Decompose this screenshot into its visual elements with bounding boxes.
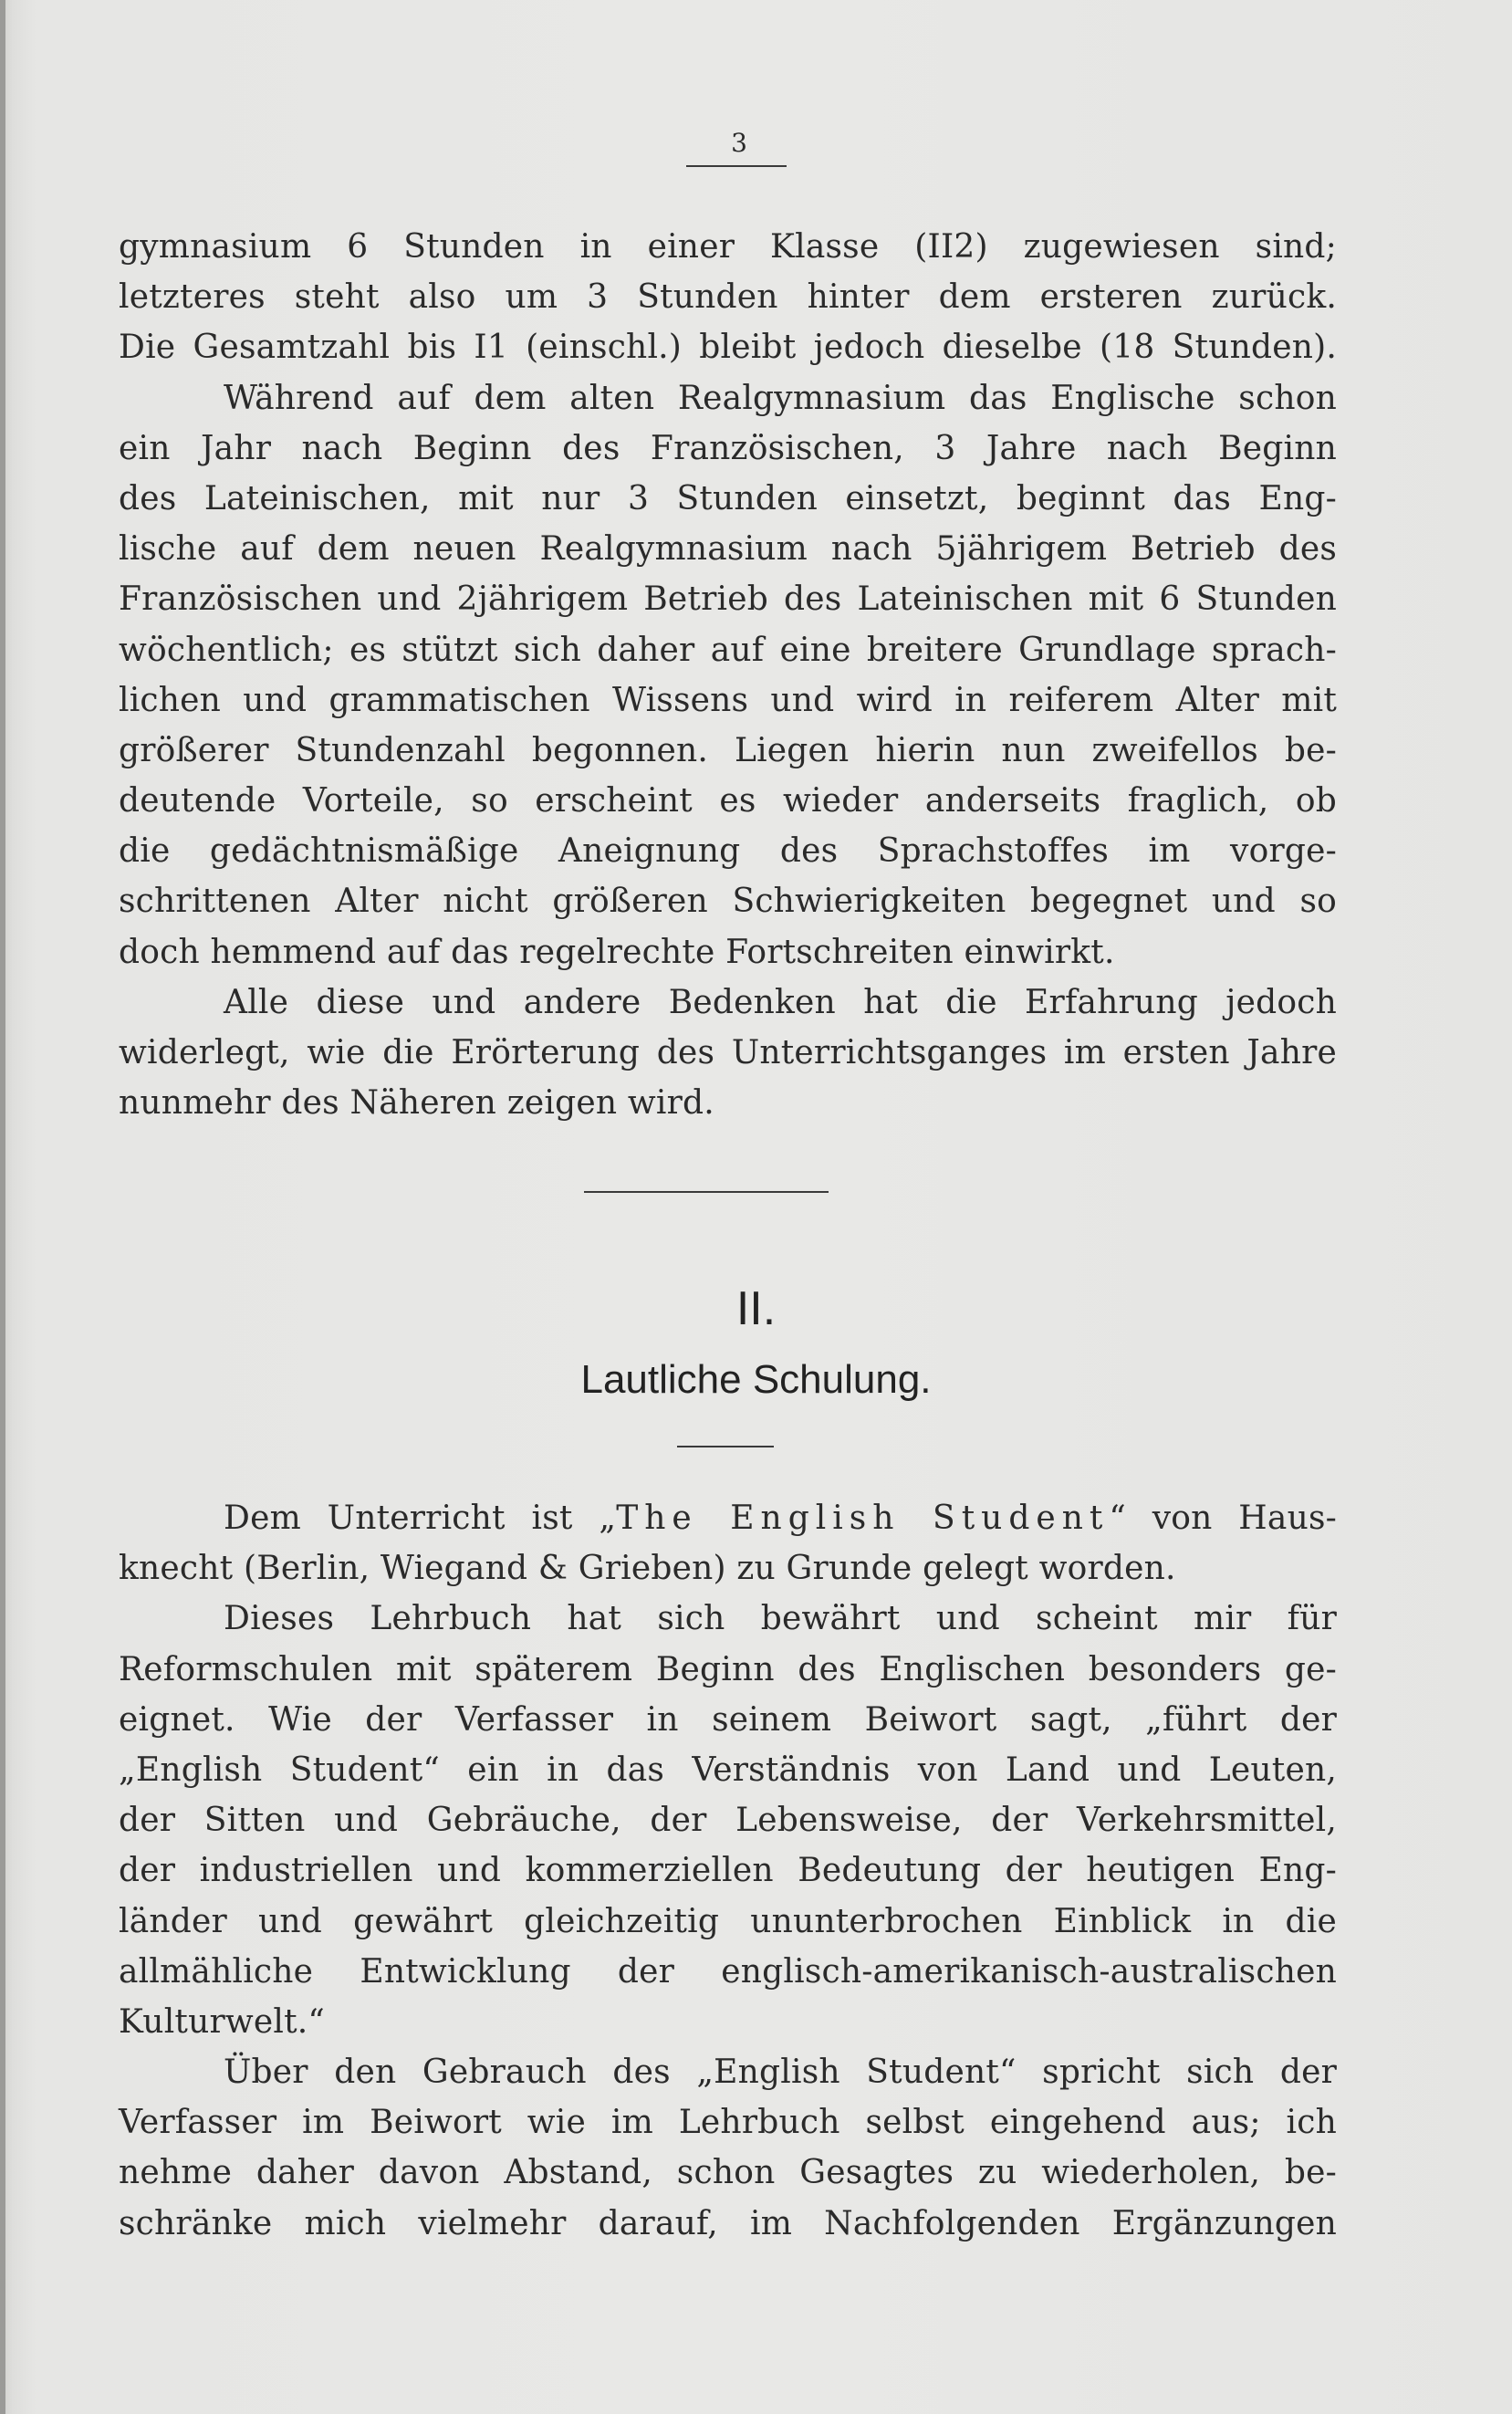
text-line: länder und gewährt gleichzeitig ununterbrochen Einblick in die: [119, 1902, 1337, 1940]
page-number: 3: [731, 128, 747, 158]
text-line: Kulturwelt.“: [119, 2002, 326, 2041]
text-line: des Lateinischen, mit nur 3 Stunden einsetzt, beginnt das Eng-: [119, 479, 1337, 517]
text-line: knecht (Berlin, Wiegand & Grieben) zu Grunde gelegt worden.: [119, 1550, 1176, 1588]
text-line: Reformschulen mit späterem Beginn des Englischen besonders ge-: [119, 1650, 1337, 1688]
title-rule: [677, 1446, 774, 1447]
text-line: Dieses Lehrbuch hat sich bewährt und scheint mir für: [224, 1600, 1337, 1638]
text-line: lichen und grammatischen Wissens und wird in reiferem Alter mit: [119, 681, 1337, 719]
text-line: schrittenen Alter nicht größeren Schwierigkeiten begegnet und so: [119, 883, 1337, 921]
text-line: Französischen und 2jährigem Betrieb des Lateinischen mit 6 Stunden: [119, 580, 1337, 619]
text-line: nehme daher davon Abstand, schon Gesagtes zu wiederholen, be-: [119, 2154, 1337, 2192]
text-line: schränke mich vielmehr darauf, im Nachfolgenden Ergänzungen: [119, 2204, 1337, 2242]
text-line: widerlegt, wie die Erörterung des Unterrichtsganges im ersten Jahre: [119, 1034, 1337, 1071]
text-line: der industriellen und kommerziellen Bedeutung der heutigen Eng-: [119, 1852, 1337, 1890]
text-line: der Sitten und Gebräuche, der Lebensweise, der Verkehrsmittel,: [119, 1802, 1337, 1840]
text-line: größerer Stundenzahl begonnen. Liegen hierin nun zweifellos be-: [119, 731, 1337, 769]
book-title: The English Student: [616, 1500, 1110, 1537]
text-line: deutende Vorteile, so erscheint es wieder anderseits fraglich, ob: [119, 782, 1337, 820]
text-line: gymnasium 6 Stunden in einer Klasse (II2) zugewiesen sind;: [119, 228, 1337, 266]
intro-text: [119, 222, 1337, 1128]
text-line: „English Student“ ein in das Verständnis von Land und Leuten,: [119, 1750, 1337, 1789]
page-edge-shadow: [0, 0, 5, 2414]
text-fragment: Dem Unterricht ist „: [224, 1500, 617, 1537]
text-line: allmähliche Entwicklung der englisch-amerikanisch-australischen: [119, 1952, 1337, 1991]
section-separator: [584, 1191, 829, 1193]
text-line: lische auf dem neuen Realgymnasium nach 5jährigem Betrieb des: [119, 530, 1337, 569]
section-title: Lautliche Schulung.: [580, 1357, 932, 1402]
section-body-text: [119, 1493, 1337, 2249]
section-number: II.: [735, 1282, 777, 1335]
text-line: die gedächtnismäßige Aneignung des Sprachstoffes im vorge-: [119, 832, 1337, 871]
text-fragment: “ von Haus-: [1109, 1500, 1337, 1537]
text-line: nunmehr des Näheren zeigen wird.: [119, 1084, 714, 1123]
text-line: eignet. Wie der Verfasser in seinem Beiwort sagt, „führt der: [119, 1700, 1337, 1739]
page-number-rule: [686, 165, 787, 167]
text-line: Alle diese und andere Bedenken hat die Erfahrung jedoch: [224, 983, 1337, 1021]
text-line: letzteres steht also um 3 Stunden hinter dem ersteren zurück.: [119, 278, 1337, 317]
text-line: Während auf dem alten Realgymnasium das Englische schon: [224, 379, 1337, 417]
text-line: Über den Gebrauch des „English Student“ spricht sich der: [224, 2053, 1337, 2092]
text-line: Verfasser im Beiwort wie im Lehrbuch selbst eingehend aus; ich: [119, 2104, 1337, 2142]
text-line: ein Jahr nach Beginn des Französischen, 3 Jahre nach Beginn: [119, 429, 1337, 467]
text-line: Die Gesamtzahl bis I1 (einschl.) bleibt jedoch dieselbe (18 Stunden).: [119, 329, 1337, 367]
text-line: wöchentlich; es stützt sich daher auf eine breitere Grundlage sprach-: [119, 631, 1337, 669]
text-line: [119, 1493, 1337, 1543]
text-line: doch hemmend auf das regelrechte Fortschreiten einwirkt.: [119, 933, 1115, 971]
